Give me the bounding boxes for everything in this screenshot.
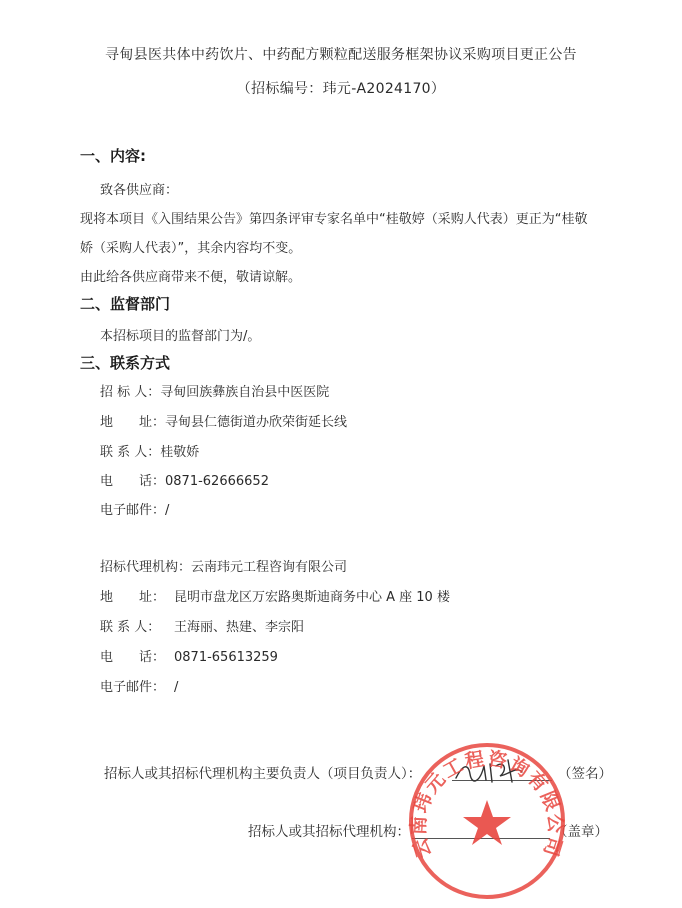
agency-name: 云南玮元工程咨询有限公司 [191,560,348,575]
agency-email: / [174,680,179,695]
supervision-text: 本招标项目的监督部门为/。 [100,329,261,344]
purchaser-contact: 桂敬娇 [160,445,200,460]
purchaser-address-row [100,411,347,430]
agency-contact: 王海丽、热建、李宗阳 [174,620,305,635]
purchaser-email: / [165,503,170,518]
agency-name-row [100,556,347,575]
agency-email-row [100,676,178,695]
agency-phone: 0871-65613259 [174,650,278,665]
purchaser-phone-label: 电 话： [100,474,166,489]
agency-phone-label: 电 话： [100,650,166,665]
agency-email-label: 电子邮件： [100,680,166,695]
section-content-heading: 一、内容: [80,147,146,165]
signature-suffix-sign: （签名） [558,766,612,782]
purchaser-address-label: 地 址： [100,415,166,430]
agency-phone-row [100,646,278,665]
purchaser-name: 寻甸回族彝族自治县中医医院 [160,385,330,400]
purchaser-phone-row [100,470,269,489]
signature-line-org: 招标人或其招标代理机构： [248,824,410,840]
greeting: 致各供应商： [100,183,179,198]
agency-address-label: 地 址： [100,590,166,605]
purchaser-email-label: 电子邮件： [100,503,166,518]
purchaser-name-row [100,381,329,400]
company-seal [404,738,570,904]
document-title: 寻甸县医共体中药饮片、中药配方颗粒配送服务框架协议采购项目更正公告 [105,47,577,63]
section-contact-heading: 三、联系方式 [80,354,171,372]
signature-suffix-seal: （盖章） [554,824,608,840]
apology-text: 由此给各供应商带来不便，敬请谅解。 [80,270,302,285]
purchaser-contact-label: 联 系 人： [100,445,161,460]
purchaser-phone: 0871-62666652 [165,474,269,489]
section-supervision-heading: 二、监督部门 [80,295,171,313]
agency-address-row [100,586,450,605]
agency-contact-row [100,616,304,635]
signature-line-responsible: 招标人或其招标代理机构主要负责人（项目负责人）： [104,766,422,782]
svg-text:云南玮元工程咨询有限公司: 云南玮元工程咨询有限公司 [407,747,567,861]
agency-name-label: 招标代理机构： [100,560,192,575]
content-line-2: 娇（采购人代表）”，其余内容均不变。 [80,241,302,256]
purchaser-contact-row [100,441,199,460]
content-line-1: 现将本项目《入围结果公告》第四条评审专家名单中“桂敬婷（采购人代表）更正为“桂敬 [80,212,588,227]
tender-number: （招标编号：玮元-A2024170） [236,81,446,97]
purchaser-address: 寻甸县仁德街道办欣荣街延长线 [165,415,348,430]
agency-address: 昆明市盘龙区万宏路奥斯迪商务中心 A 座 10 楼 [174,590,450,605]
purchaser-name-label: 招 标 人： [100,385,161,400]
agency-contact-label: 联 系 人： [100,620,161,635]
purchaser-email-row [100,499,169,518]
